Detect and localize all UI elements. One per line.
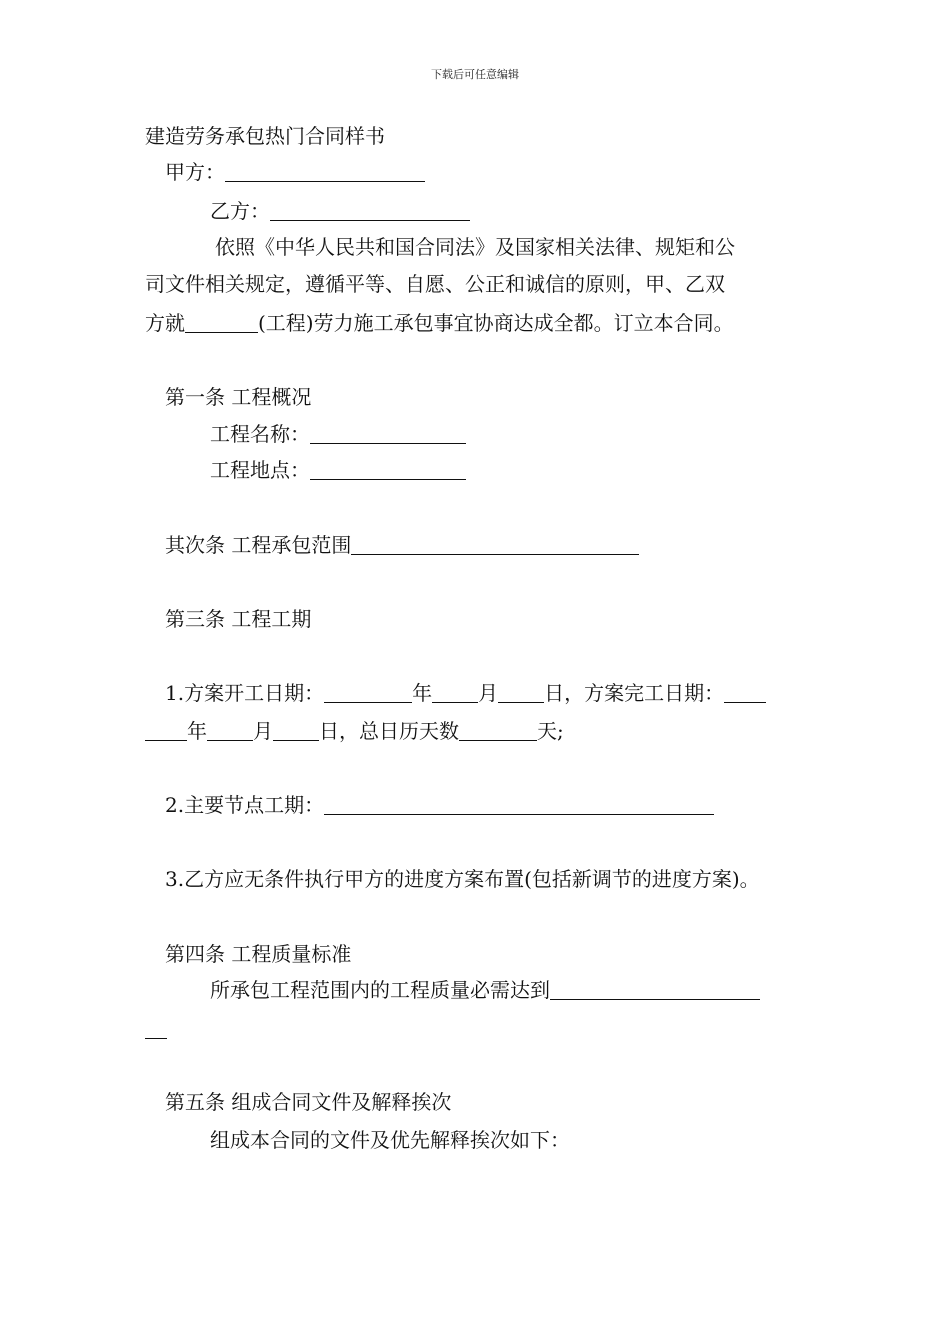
schedule-line-1 — [165, 679, 766, 707]
party-a-label: 甲方： — [165, 160, 225, 184]
project-place-line — [210, 456, 466, 484]
end-day-blank — [273, 720, 319, 741]
project-name-line — [210, 420, 466, 448]
project-name-label: 工程名称： — [210, 422, 310, 446]
quality-text: 所承包工程范围内的工程质量必需达到 — [210, 978, 550, 1002]
days-unit: 天; — [537, 719, 564, 743]
quality-blank-part2 — [145, 1018, 167, 1039]
document-title: 建造劳务承包热门合同样书 — [145, 124, 385, 148]
start-day-blank — [498, 682, 544, 703]
planned-end-label: 日，方案完工日期： — [544, 681, 725, 705]
project-blank — [185, 312, 258, 333]
schedule-item-3: 3.乙方应无条件执行甲方的进度方案布置(包括新调节的进度方案)。 — [165, 867, 760, 891]
quality-line — [210, 976, 760, 1004]
article-2-line — [165, 531, 639, 559]
quality-blank-part1 — [550, 979, 760, 1000]
end-month-blank — [207, 720, 253, 741]
article-2-heading: 其次条 工程承包范围 — [165, 533, 352, 557]
intro-line-3-end: (工程)劳力施工承包事宜协商达成全都。订立本合同。 — [258, 311, 734, 335]
intro-line-1: 依照《中华人民共和国合同法》及国家相关法律、规矩和公 — [215, 235, 735, 259]
article-1-heading: 第一条 工程概况 — [165, 385, 312, 409]
total-days-label: 日，总日历天数 — [319, 719, 459, 743]
intro-line-3 — [145, 309, 734, 337]
party-b-label: 乙方： — [210, 199, 270, 223]
article-3-heading: 第三条 工程工期 — [165, 607, 312, 631]
header-note: 下载后可任意编辑 — [431, 68, 519, 81]
article-4-heading: 第四条 工程质量标准 — [165, 942, 352, 966]
project-place-blank — [310, 459, 466, 480]
quality-line-2 — [145, 1015, 167, 1043]
party-b-blank — [270, 200, 470, 221]
start-month-blank — [432, 682, 478, 703]
end-year-blank-part1 — [724, 682, 766, 703]
intro-line-3-start: 方就 — [145, 311, 185, 335]
start-year-blank — [324, 682, 412, 703]
year-label: 年 — [412, 681, 433, 705]
total-days-blank — [459, 720, 537, 741]
article-5-heading: 第五条 组成合同文件及解释挨次 — [165, 1090, 452, 1114]
milestone-blank — [324, 794, 714, 815]
project-place-label: 工程地点： — [210, 458, 310, 482]
milestone-label: 2.主要节点工期： — [165, 793, 325, 817]
party-b-line — [210, 197, 470, 225]
party-a-line — [165, 158, 425, 186]
planned-start-label: 1.方案开工日期： — [165, 681, 325, 705]
milestone-line — [165, 791, 714, 819]
intro-line-2: 司文件相关规定，遵循平等、自愿、公正和诚信的原则，甲、乙双 — [145, 272, 725, 296]
end-month-label: 月 — [253, 719, 273, 743]
schedule-line-2 — [145, 717, 564, 745]
month-label: 月 — [478, 681, 499, 705]
end-year-blank-part2 — [145, 720, 187, 741]
article-5-text: 组成本合同的文件及优先解释挨次如下： — [210, 1128, 570, 1152]
scope-blank — [351, 534, 639, 555]
party-a-blank — [225, 161, 425, 182]
end-year-label: 年 — [187, 719, 207, 743]
project-name-blank — [310, 423, 466, 444]
